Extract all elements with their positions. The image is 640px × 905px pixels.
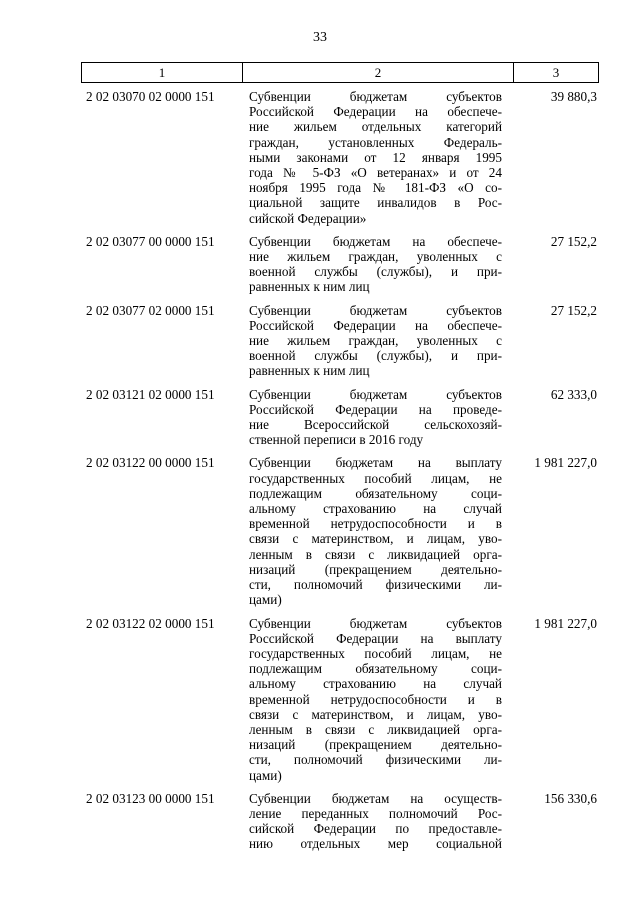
table-body <box>81 89 599 852</box>
description-line: низаций (прекращением деятельно- <box>249 561 502 577</box>
classification-code: 2 02 03121 02 0000 151 <box>86 386 215 402</box>
description-line: государственных пособий лицам, не <box>249 645 502 661</box>
table-row <box>81 234 599 295</box>
description-line: временной нетрудоспособности и в <box>249 516 502 532</box>
classification-code: 2 02 03123 00 0000 151 <box>86 790 215 806</box>
amount-value: 27 152,2 <box>550 233 597 249</box>
description-line: ление переданных полномочий Рос- <box>249 805 502 821</box>
amount-value: 39 880,3 <box>550 89 597 104</box>
description-line: Российской Федерации на обеспече- <box>249 317 502 333</box>
classification-code: 2 02 03077 00 0000 151 <box>86 233 215 249</box>
row-description <box>249 455 502 607</box>
description-line: альному страхованию на случай <box>249 676 502 692</box>
description-line: Субвенции бюджетам на выплату <box>249 455 502 471</box>
classification-code: 2 02 03077 02 0000 151 <box>86 302 215 318</box>
description-line: Субвенции бюджетам субъектов <box>249 615 502 631</box>
description-line: ноября 1995 года № 181-ФЗ «О со- <box>249 180 502 196</box>
description-line: ние жильем граждан, уволенных с <box>249 249 502 265</box>
table-row <box>81 791 599 852</box>
row-description <box>249 616 502 783</box>
description-line: сти, полномочий физическими ли- <box>249 752 502 768</box>
table-header <box>81 62 599 83</box>
description-line: ние жильем граждан, уволенных с <box>249 333 502 349</box>
header-col-2: 2 <box>243 63 514 82</box>
description-line: цами) <box>249 767 282 783</box>
description-line: граждан, установленных Федераль- <box>249 134 502 150</box>
description-line: нию отдельных мер социальной <box>249 836 502 852</box>
description-line: сти, полномочий физическими ли- <box>249 577 502 593</box>
description-line: равненных к ним лиц <box>249 363 370 379</box>
description-line: подлежащим обязательному соци- <box>249 485 502 501</box>
description-line: военной службы (службы), и при- <box>249 348 502 364</box>
amount-value: 156 330,6 <box>544 790 597 806</box>
classification-code: 2 02 03122 02 0000 151 <box>86 615 215 631</box>
description-line: циальной защите инвалидов в Рос- <box>249 195 502 211</box>
row-description <box>249 387 502 448</box>
table-row <box>81 616 599 783</box>
description-line: государственных пособий лицам, не <box>249 470 502 486</box>
amount-value: 27 152,2 <box>550 302 597 318</box>
description-line: цами) <box>249 592 282 608</box>
description-line: ленным в связи с ликвидацией орга- <box>249 721 502 737</box>
row-description <box>249 234 502 295</box>
table-row <box>81 387 599 448</box>
description-line: ние Всероссийской сельскохозяй- <box>249 417 502 433</box>
description-line: подлежащим обязательному соци- <box>249 661 502 677</box>
description-line: связи с материнством, и лицам, уво- <box>249 706 502 722</box>
description-line: ленным в связи с ликвидацией орга- <box>249 546 502 562</box>
description-line: Субвенции бюджетам субъектов <box>249 302 502 318</box>
description-line: альному страхованию на случай <box>249 501 502 517</box>
description-line: равненных к ним лиц <box>249 279 370 295</box>
description-line: ными законами от 12 января 1995 <box>249 149 502 165</box>
description-line: связи с материнством, и лицам, уво- <box>249 531 502 547</box>
description-line: Российской Федерации на обеспече- <box>249 104 502 120</box>
budget-table <box>81 62 599 852</box>
table-row <box>81 455 599 607</box>
row-description <box>249 303 502 379</box>
description-line: года № 5-ФЗ «О ветеранах» и от 24 <box>249 165 502 181</box>
description-line: низаций (прекращением деятельно- <box>249 737 502 753</box>
page-number: 33 <box>313 30 327 45</box>
description-line: ственной переписи в 2016 году <box>249 432 424 448</box>
amount-value: 1 981 227,0 <box>534 455 597 471</box>
description-line: Субвенции бюджетам на осуществ- <box>249 790 502 806</box>
table-row <box>81 89 599 226</box>
row-description <box>249 791 502 852</box>
amount-value: 62 333,0 <box>550 386 597 402</box>
description-line: военной службы (службы), и при- <box>249 264 502 280</box>
description-line: сийской Федерации» <box>249 210 367 226</box>
description-line: временной нетрудоспособности и в <box>249 691 502 707</box>
description-line: ние жильем отдельных категорий <box>249 119 502 135</box>
table-row <box>81 303 599 379</box>
header-col-3: 3 <box>552 65 560 80</box>
description-line: Субвенции бюджетам на обеспече- <box>249 233 502 249</box>
classification-code: 2 02 03070 02 0000 151 <box>86 89 215 104</box>
description-line: Субвенции бюджетам субъектов <box>249 386 502 402</box>
classification-code: 2 02 03122 00 0000 151 <box>86 455 215 471</box>
row-description <box>249 89 502 226</box>
header-col-1: 1 <box>82 63 243 82</box>
amount-value: 1 981 227,0 <box>534 615 597 631</box>
description-line: Субвенции бюджетам субъектов <box>249 89 502 104</box>
description-line: Российской Федерации на проведе- <box>249 401 502 417</box>
description-line: Российской Федерации на выплату <box>249 630 502 646</box>
description-line: сийской Федерации по предоставле- <box>249 821 502 837</box>
